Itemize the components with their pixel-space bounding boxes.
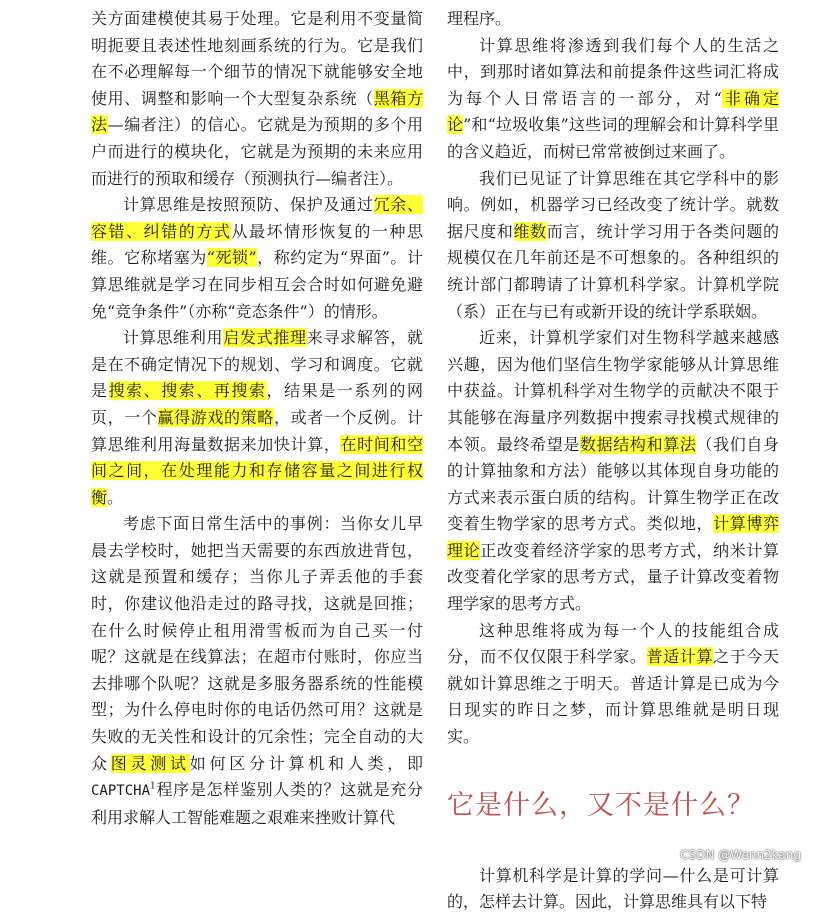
- highlight: 数据结构和算法: [580, 434, 697, 454]
- paragraph: 计算机科学是计算的学问—什么是可计算的，怎样去计算。因此，计算思维具有以下特: [447, 865, 779, 912]
- captcha-term: CAPTCHA: [91, 783, 151, 800]
- paragraph: 我们已见证了计算思维在其它学科中的影响。例如，机器学习已经改变了统计学。就数据尺度和维数而言，统计学习用于各类问题的规模仅在几年前还是不可想象的。各种组织的统计部门都聘请了计算机科学家。计算机学院（系）正在与已有或新开设的统计学系联姻。: [447, 168, 779, 321]
- paragraph: 考虑下面日常生活中的事例：当你女儿早晨去学校时，她把当天需要的东西放进背包，这就是预置和缓存；当你儿子弄丢他的手套时，你建议他沿走过的路寻找，这就是回推；在什么时候停止租用滑雪板而为自己买一付呢？这就是在线算法；在超市付账时，你应当去排哪个队呢？这就是多服务器系统的性能模型；为什么停电时你的电话仍然可用？这就是失败的无关性和设计的冗余性；完全自动的大众图灵测试如何区分计算机和人类，即CAPTCHA$^1$程序是怎样鉴别人类的？这就是充分利用求解人工智能难题之艰难来挫败计算代: [91, 514, 423, 827]
- highlight: 维数: [513, 221, 547, 241]
- left-column: [91, 0, 423, 831]
- paragraph: 计算思维将渗透到我们每个人的生活之中，到那时诸如算法和前提条件这些词汇将成为每个人日常语言的一部分，对“非确定论”和“垃圾收集”这些词的理解会和计算科学里的含义趋近，而树已常常被倒过来画了。: [447, 35, 779, 161]
- highlight: “死锁”: [206, 248, 257, 268]
- paragraph: 关方面建模使其易于处理。它是利用不变量简明扼要且表述性地刻画系统的行为。它是我们在不必理解每一个细节的情况下就能够安全地使用、调整和影响一个大型复杂系统（黑箱方法—编者注）的信心。它就是为预期的多个用户而进行的模块化，它就是为预期的未来应用而进行的预取和缓存（预测执行—编者注）。: [91, 9, 423, 188]
- highlight: 图灵测试: [110, 753, 190, 773]
- highlight: 普适计算: [646, 647, 714, 667]
- section-heading: 它是什么，又不是什么？: [447, 789, 755, 821]
- highlight: 在时间和空间之间，在处理能力和存储容量之间进行权衡: [91, 434, 423, 507]
- paragraph: 这种思维将成为每一个人的技能组合成分，而不仅仅限于科学家。普适计算之于今天就如计算思维之于明天。普适计算是已成为今日现实的昨日之梦，而计算思维就是明日现实。: [447, 620, 779, 747]
- right-column: [447, 0, 779, 916]
- highlight: 搜索、搜索、再搜索: [108, 381, 267, 401]
- watermark: CSDN @Wenn2kang: [680, 848, 801, 862]
- highlight: 冗余、容错、纠错的方式: [91, 195, 423, 241]
- paragraph: 计算思维是按照预防、保护及通过冗余、容错、纠错的方式从最坏情形恢复的一种思维。它称堵塞为“死锁”，称约定为“界面”。计算思维就是学习在同步相互会合时如何避免避免“竞争条件”（亦称“竞态条件”）的情形。: [91, 195, 423, 321]
- footnote-mark: 1: [150, 781, 156, 792]
- highlight: 计算博弈理论: [447, 514, 779, 560]
- paragraph: 计算思维利用启发式推理来寻求解答，就是在不确定情况下的规划、学习和调度。它就是搜索、搜索、再搜索，结果是一系列的网页，一个赢得游戏的策略，或者一个反例。计算思维利用海量数据来加快计算，在时间和空间之间，在处理能力和存储容量之间进行权衡。: [91, 328, 423, 507]
- highlight: 黑箱方法: [91, 88, 423, 135]
- paragraph: 理程序。: [447, 9, 512, 28]
- highlight: 赢得游戏的策略: [157, 407, 274, 427]
- highlight: 非确定论: [447, 88, 779, 135]
- highlight: 启发式推理: [223, 328, 307, 348]
- paragraph: 近来，计算机学家们对生物科学越来越感兴趣，因为他们坚信生物学家能够从计算思维中获益。计算机科学对生物学的贡献决不限于其能够在海量序列数据中搜索寻找模式规律的本领。最终希望是数据结构和算法（我们自身的计算抽象和方法）能够以其体现自身功能的方式来表示蛋白质的结构。计算生物学正在改变着生物学家的思考方式。类似地，计算博弈理论正改变着经济学家的思考方式，纳米计算改变着化学家的思考方式，量子计算改变着物理学家的思考方式。: [447, 328, 779, 614]
